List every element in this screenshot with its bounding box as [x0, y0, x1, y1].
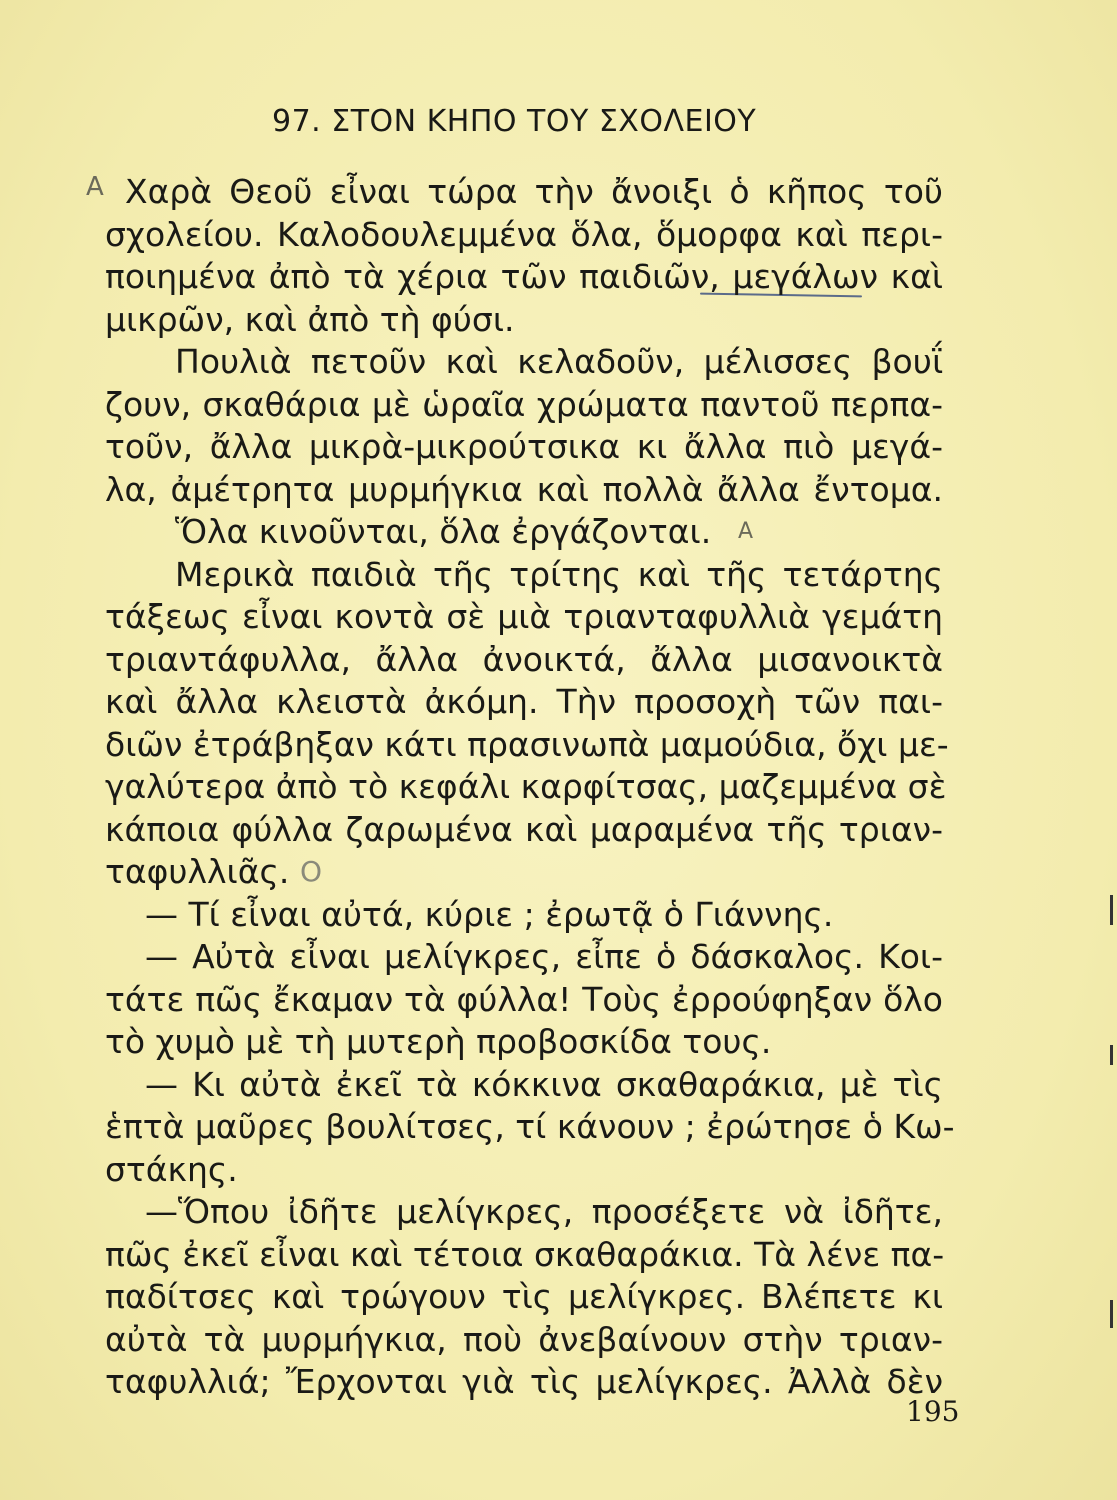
text-line-14: διῶν ἐτράβηξαν κάτι πρασινωπὰ μαμούδια, ὄχι με- — [105, 724, 949, 764]
margin-mark-circle: O — [300, 855, 323, 888]
text-line-3: ποιημένα ἀπὸ τὰ χέρια τῶν παιδιῶν, μεγάλων καὶ — [105, 257, 943, 296]
text-line-10: Μερικὰ παιδιὰ τῆς τρίτης καὶ τῆς τετάρτης — [175, 554, 943, 594]
text-line-9: Ὅλα κινοῦνται, ὅλα ἐργάζονται. — [175, 512, 712, 551]
text-line-7: τοῦν, ἄλλα μικρὰ-μικρούτσικα κι ἄλλα πιὸ μεγά- — [105, 427, 943, 466]
text-line-13: καὶ ἄλλα κλειστὰ ἀκόμη. Τὴν προσοχὴ τῶν παι- — [105, 682, 943, 721]
text-line-28: αὐτὰ τὰ μυρμήγκια, ποὺ ἀνεβαίνουν στὴν τριαν- — [105, 1319, 943, 1359]
text-line-27: παδίτσες καὶ τρώγουν τὶς μελίγκρες. Βλέπετε κι — [105, 1277, 943, 1316]
page-edge-mark — [1110, 1045, 1113, 1065]
text-line-19: — Αὐτὰ εἶναι μελίγκρες, εἶπε ὁ δάσκαλος. Κοι- — [145, 937, 943, 976]
text-line-21: τὸ χυμὸ μὲ τὴ μυτερὴ προβοσκίδα τους. — [105, 1022, 772, 1061]
margin-mark-a: A — [738, 519, 754, 544]
text-line-22: — Κι αὐτὰ ἐκεῖ τὰ κόκκινα σκαθαράκια, μὲ τὶς — [145, 1064, 943, 1104]
text-line-6: ζουν, σκαθάρια μὲ ὡραῖα χρώματα παντοῦ περπα- — [105, 384, 943, 424]
text-line-24: στάκης. — [105, 1149, 238, 1189]
text-line-5: Πουλιὰ πετοῦν καὶ κελαδοῦν, μέλισσες βουΐ — [175, 342, 943, 381]
text-line-4: μικρῶν, καὶ ἀπὸ τὴ φύσι. — [105, 299, 515, 339]
text-line-8: λα, ἀμέτρητα μυρμήγκια καὶ πολλὰ ἄλλα ἔντομα. — [105, 469, 943, 509]
text-line-23: ἑπτὰ μαῦρες βουλίτσες, τί κάνουν ; ἐρώτησε ὁ Κω- — [105, 1107, 955, 1146]
text-line-26: πῶς ἐκεῖ εἶναι καὶ τέτοια σκαθαράκια. Τὰ λένε πα- — [105, 1234, 945, 1274]
text-line-18: — Τί εἶναι αὐτά, κύριε ; ἐρωτᾷ ὁ Γιάννης. — [145, 894, 834, 934]
text-line-25: —Ὅπου ἰδῆτε μελίγκρες, προσέξετε νὰ ἰδῆτε, — [145, 1192, 943, 1231]
text-line-12: τριαντάφυλλα, ἄλλα ἀνοικτά, ἄλλα μισανοικτὰ — [105, 639, 943, 679]
text-line-17: ταφυλλιᾶς. — [105, 852, 290, 891]
page-edge-mark — [1110, 1300, 1113, 1328]
margin-mark-start: A — [86, 172, 104, 202]
page-number: 195 — [906, 1395, 960, 1428]
text-line-20: τάτε πῶς ἔκαμαν τὰ φύλλα! Τοὺς ἐρρούφηξαν ὅλο — [105, 979, 943, 1019]
text-line-15: γαλύτερα ἀπὸ τὸ κεφάλι καρφίτσας, μαζεμμένα σὲ — [105, 767, 947, 806]
text-line-11: τάξεως εἶναι κοντὰ σὲ μιὰ τριανταφυλλιὰ γεμάτη — [105, 597, 943, 636]
text-line-29: ταφυλλιά; Ἔρχονται γιὰ τὶς μελίγκρες. Ἀλλὰ δὲν — [105, 1362, 943, 1401]
text-line-1: Χαρὰ Θεοῦ εἶναι τώρα τὴν ἄνοιξι ὁ κῆπος τοῦ — [125, 172, 943, 211]
chapter-title: 97. ΣΤΟΝ ΚΗΠΟ ΤΟΥ ΣΧΟΛΕΙΟΥ — [272, 104, 757, 139]
text-line-2: σχολείου. Καλοδουλεμμένα ὅλα, ὅμορφα καὶ περι- — [105, 214, 943, 254]
text-line-16: κάποια φύλλα ζαρωμένα καὶ μαραμένα τῆς τριαν- — [105, 809, 943, 849]
page-edge-mark — [1110, 895, 1113, 925]
